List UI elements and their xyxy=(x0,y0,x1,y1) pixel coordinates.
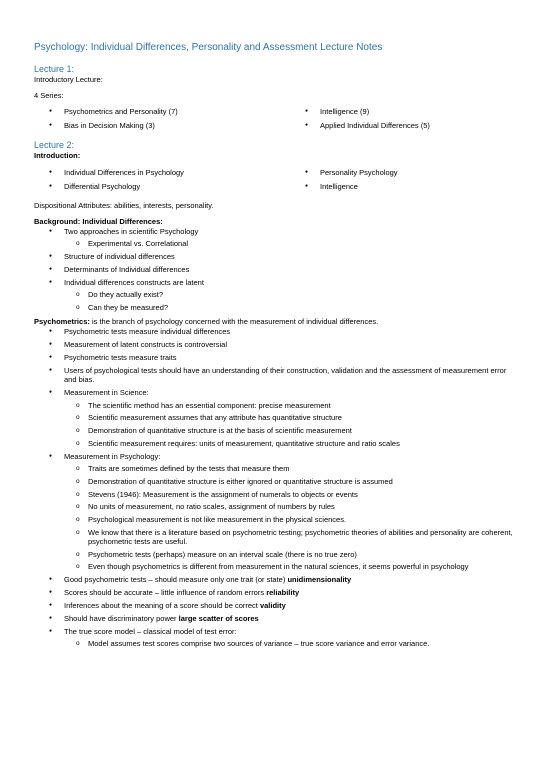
list-item xyxy=(34,601,517,610)
sub-list-item: o Do they actually exist? xyxy=(64,290,517,299)
sub-list-item: o Psychological measurement is not like measurement in the physical sciences. xyxy=(64,515,517,524)
dispositional-attributes: Dispositional Attributes: abilities, interests, personality. xyxy=(34,200,214,210)
sub-list-item: o Even though psychometrics is different from measurement in the natural sciences, it seems powerful in psychology xyxy=(64,562,517,571)
list-item-text: Should have discriminatory power xyxy=(64,614,179,624)
key-term: unidimensionality xyxy=(287,575,352,585)
list-item: ● Users of psychological tests should have an understanding of their construction, validation and the assessment of measurement error and bias. xyxy=(34,366,517,385)
document-title: Psychology: Individual Differences, Personality and Assessment Lecture Notes xyxy=(34,42,383,53)
introduction-label: Introduction: xyxy=(34,150,81,160)
series-list-col2 xyxy=(290,107,490,136)
sub-list-item: o Scientific measurement assumes that any attribute has quantitative structure xyxy=(64,413,517,422)
list-item-text: Scores should be accurate – little influence of random errors xyxy=(64,588,267,598)
sub-list xyxy=(64,464,517,572)
sub-list-item: o Can they be measured? xyxy=(64,303,517,312)
list-item-text: Inferences about the meaning of a score should be correct xyxy=(64,601,260,611)
list-item: ● Individual Differences in Psychology xyxy=(34,168,290,177)
background-label: Background: Individual Differences: xyxy=(34,216,163,226)
series-list xyxy=(34,107,517,136)
sub-list-item: o Demonstration of quantitative structure is at the basis of scientific measurement xyxy=(64,426,517,435)
list-item: ● Intelligence xyxy=(290,182,490,191)
list-item-text: The true score model – classical model of test error: xyxy=(64,626,237,636)
psychometrics-definition xyxy=(34,317,517,327)
sub-list-item: o Demonstration of quantitative structure is either ignored or quantitative structure is assumed xyxy=(64,477,517,486)
sub-list-item: o Model assumes test scores comprise two sources of variance – true score variance and error variance. xyxy=(64,639,517,648)
list-item-text: Two approaches in scientific Psychology xyxy=(64,226,199,236)
list-item: ● Intelligence (9) xyxy=(290,107,490,116)
list-item xyxy=(34,388,517,448)
list-item: ● Personality Psychology xyxy=(290,168,490,177)
list-item xyxy=(34,614,517,623)
list-item-text: Measurement in Science: xyxy=(64,388,149,398)
key-term: validity xyxy=(259,601,286,611)
list-item xyxy=(34,278,517,313)
sub-list-item: o Scientific measurement requires: units of measurement, quantitative structure and ratio scales xyxy=(64,439,517,448)
sub-list xyxy=(64,290,517,312)
topics-list-col2 xyxy=(290,168,490,197)
sub-list-item: o Stevens (1946): Measurement is the assignment of numerals to objects or events xyxy=(64,490,517,499)
sub-list xyxy=(64,239,517,248)
intro-lecture-label: Introductory Lecture: xyxy=(34,75,103,84)
lecture-2-heading: Lecture 2: xyxy=(34,139,75,150)
list-item: ● Psychometric tests measure traits xyxy=(34,353,517,362)
psychometrics-list xyxy=(34,327,517,649)
key-term: large scatter of scores xyxy=(178,614,259,624)
topics-list-col1 xyxy=(34,168,290,197)
list-item: ● Bias in Decision Making (3) xyxy=(34,121,290,130)
list-item-text: Good psychometric tests – should measure only one trait (or state) xyxy=(64,575,288,585)
list-item: ● Determinants of Individual differences xyxy=(34,265,517,274)
psychometrics-def-text: is the branch of psychology concerned with the measurement of individual differences. xyxy=(89,317,379,327)
list-item: ● Applied Individual Differences (5) xyxy=(290,121,490,130)
sub-list-item: o Experimental vs. Correlational xyxy=(64,239,517,248)
background-list xyxy=(34,227,517,313)
list-item xyxy=(34,227,517,249)
list-item: ● Measurement of latent constructs is controversial xyxy=(34,340,517,349)
list-item: ● Psychometrics and Personality (7) xyxy=(34,107,290,116)
list-item: ● Differential Psychology xyxy=(34,182,290,191)
sub-list-item: o We know that there is a literature based on psychometric testing; psychometric theories of abilities and personality are coherent, psychometric tests are useful. xyxy=(64,528,517,547)
list-item-text: Individual differences constructs are latent xyxy=(64,277,204,287)
sub-list-item: o No units of measurement, no ratio scales, assignment of numbers by rules xyxy=(64,502,517,511)
lecture-1-heading: Lecture 1: xyxy=(34,64,75,74)
sub-list xyxy=(64,639,517,648)
series-list-col1 xyxy=(34,107,290,136)
topics-list xyxy=(34,168,517,197)
list-item: ● Structure of individual differences xyxy=(34,252,517,261)
list-item xyxy=(34,452,517,572)
sub-list-item: o Psychometric tests (perhaps) measure on an interval scale (there is no true zero) xyxy=(64,550,517,559)
list-item xyxy=(34,627,517,649)
sub-list xyxy=(64,401,517,449)
sub-list-item: o Traits are sometimes defined by the tests that measure them xyxy=(64,464,517,473)
list-item-text: Measurement in Psychology: xyxy=(64,451,161,461)
series-label: 4 Series: xyxy=(34,91,64,100)
psychometrics-term: Psychometrics: xyxy=(34,317,90,327)
key-term: reliability xyxy=(266,588,300,598)
list-item xyxy=(34,575,517,584)
list-item xyxy=(34,588,517,597)
list-item: ● Psychometric tests measure individual differences xyxy=(34,327,517,336)
sub-list-item: o The scientific method has an essential component: precise measurement xyxy=(64,401,517,410)
